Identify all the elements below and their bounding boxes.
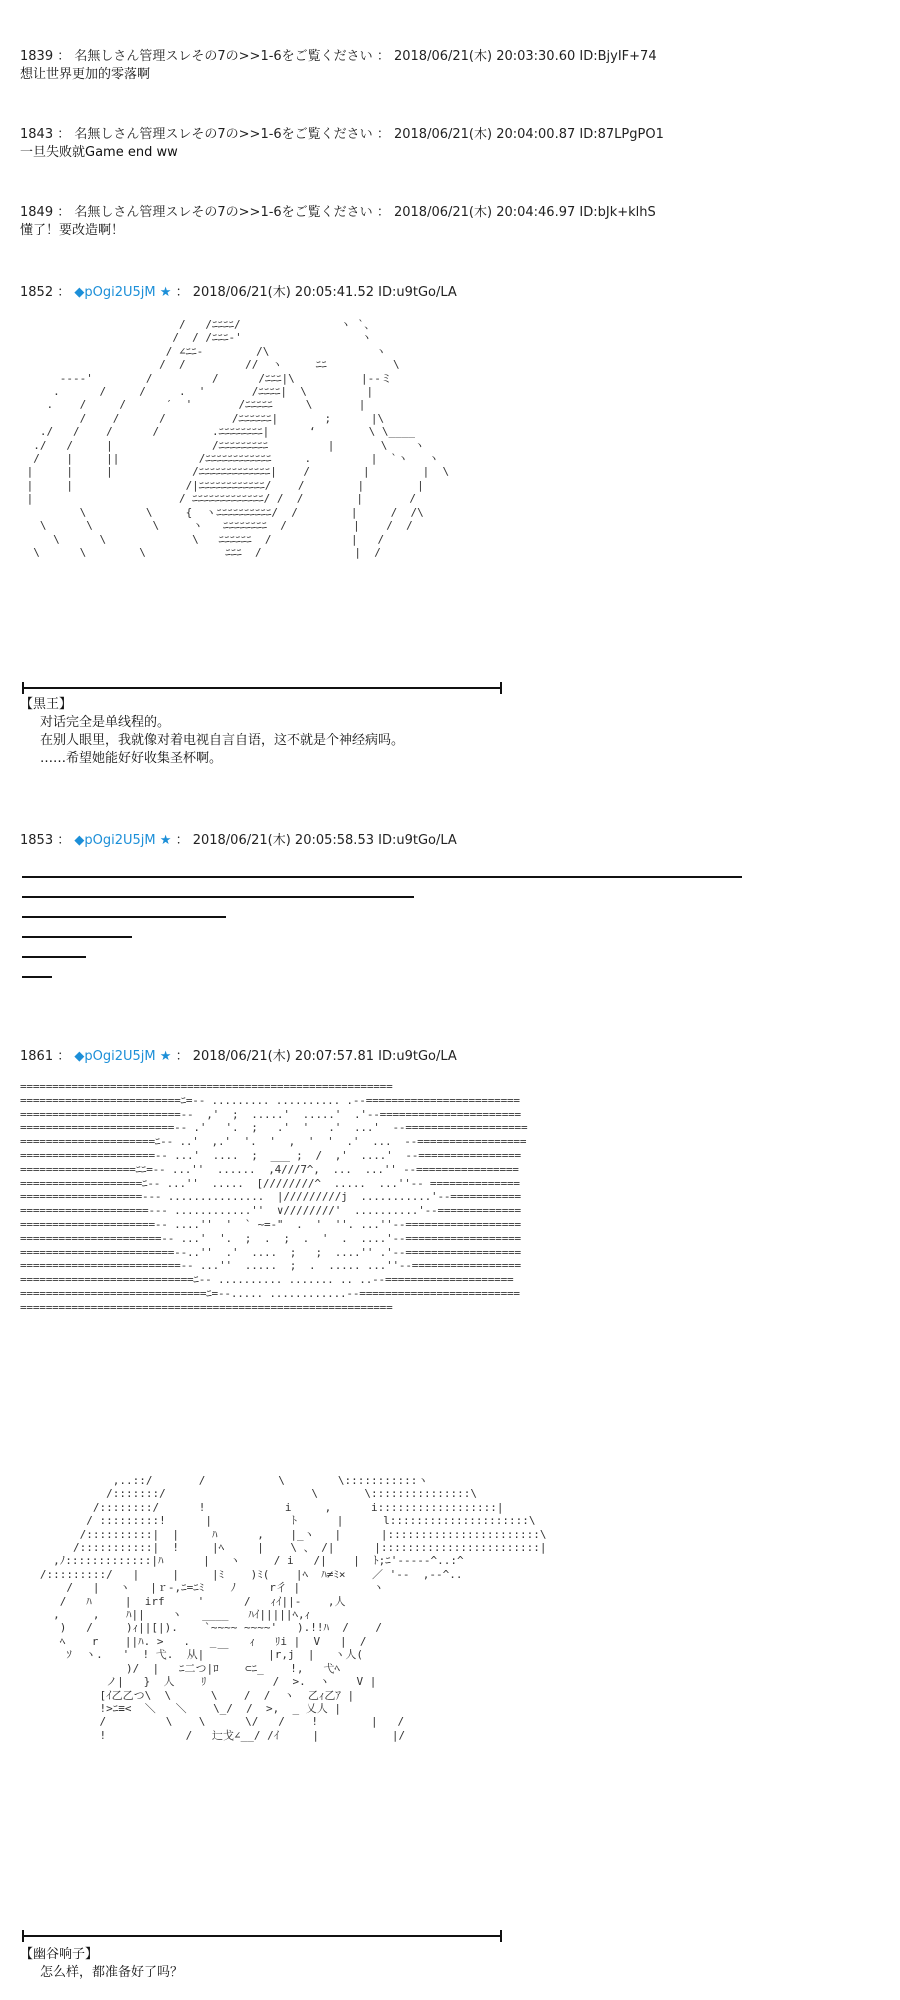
post-number[interactable]: 1843 <box>20 127 54 142</box>
ascii-art-burst: ========================================================== =========================ﾆ=-- ......... .......... .--======================== =========================-- ,' ; .....' .....' .'--====================== ========================-- .' '. ; .' ' .' ...' --=================== =====================ﾆ-- ..' ,.' '. ' , ' ' .' ... --================= =====================-- ...' .... ; ___ ; / ,' ....' --================ ==================ﾆﾆ=-- ...'' ...... ,4///7^, ... ...'' --================ ===================ﾆ-- ...'' ..... [////////^ ..... ...''-- ============== ===================--- ............... |/////////j ...........'--=========== ====================--- ............'' ∨////////' ..........'--============= =====================-- ....'' ' ` ~=-" . ' ''. ...''--================== ======================-- ...' '. ; . ; . ' . ....'--================== ========================--..'' .' .... ; ; ....'' .'--================== =========================-- ...'' ..... ; . ..... ...''--================= ===========================ﾆ-- .......... ....... .. ..--==================== =============================ﾆ=--..... ............--========================= ========================================================== <box>20 1080 528 1314</box>
divider-line <box>22 1935 502 1937</box>
dialog-speaker: 【幽谷响子】 <box>20 1947 99 1962</box>
post-header: 1852 ： ◆pOgi2U5jM ★ ： 2018/06/21(木) 20:05:41.52 ID:u9tGo/LA <box>20 285 457 300</box>
post-header: 1839 ： 名無しさん管理スレその7の>>1-6をご覧ください ： 2018/06/21(木) 20:03:30.60 ID:BjyIF+74 <box>20 49 657 64</box>
divider-endcap <box>500 682 502 694</box>
dialog-line: 在别人眼里，我就像对着电视自言自语，这不就是个神经病吗。 <box>40 733 405 748</box>
post-number[interactable]: 1853 <box>20 833 54 848</box>
post-header: 1853 ： ◆pOgi2U5jM ★ ： 2018/06/21(木) 20:05:58.53 ID:u9tGo/LA <box>20 833 457 848</box>
divider-line <box>22 687 502 689</box>
dialog-speaker: 【黒王】 <box>20 697 73 712</box>
poster-id: ID:u9tGo/LA <box>378 833 457 848</box>
poster-trip: ◆pOgi2U5jM ★ <box>74 1049 172 1064</box>
poster-id: ID:u9tGo/LA <box>378 1049 457 1064</box>
post-body: 想让世界更加的零落啊 <box>20 67 151 82</box>
divider-endcap <box>22 682 24 694</box>
post-datetime: 2018/06/21(木) 20:07:57.81 <box>192 1049 374 1064</box>
post-number[interactable]: 1849 <box>20 205 54 220</box>
dialog-line: ……希望她能好好收集圣杯啊。 <box>40 751 223 766</box>
poster-id: ID:bJk+klhS <box>579 205 656 220</box>
post-datetime: 2018/06/21(木) 20:03:30.60 <box>393 49 576 64</box>
post-datetime: 2018/06/21(木) 20:04:00.87 <box>393 127 576 142</box>
stair-line <box>22 916 226 918</box>
post-datetime: 2018/06/21(木) 20:05:58.53 <box>192 833 374 848</box>
poster-name: 名無しさん管理スレその7の>>1-6をご覧ください <box>74 205 373 220</box>
post-header: 1849 ： 名無しさん管理スレその7の>>1-6をご覧ください ： 2018/06/21(木) 20:04:46.97 ID:bJk+klhS <box>20 205 656 220</box>
divider-endcap <box>500 1930 502 1942</box>
poster-trip: ◆pOgi2U5jM ★ <box>74 285 172 300</box>
divider-endcap <box>22 1930 24 1942</box>
poster-name: 名無しさん管理スレその7の>>1-6をご覧ください <box>74 49 373 64</box>
ascii-art-kuro-ou: / /ﾆﾆﾆﾆ/ ヽ `、 / / /ﾆﾆﾆ-' ヽ / ∠ﾆﾆ- /\ ヽ / / // ヽ ﾆﾆ \ ---‐' / / /ﾆﾆﾆ|\ |--ミ . / / . ' /ﾆﾆﾆﾆ| \ | . / / ′ ' /ﾆﾆﾆﾆﾆ \ | / / / /ﾆﾆﾆﾆﾆﾆ| ; |\ ./ / / / .ﾆﾆﾆﾆﾆﾆﾆﾆ| ‘ \ \____ ./ / | /ﾆﾆﾆﾆﾆﾆﾆﾆﾆ | \ ヽ / | || /ﾆﾆﾆﾆﾆﾆﾆﾆﾆﾆﾆﾆ . | `ヽ ヽ | | | /ﾆﾆﾆﾆﾆﾆﾆﾆﾆﾆﾆﾆﾆ| / | | \ | | /|ﾆﾆﾆﾆﾆﾆﾆﾆﾆﾆﾆﾆ/ / | | | / ﾆﾆﾆﾆﾆﾆﾆﾆﾆﾆﾆﾆﾆ/ / / | / \ \ { ヽﾆﾆﾆﾆﾆﾆﾆﾆﾆﾆ/ / | / /\ \ \ \ ヽ ﾆﾆﾆﾆﾆﾆﾆﾆ / | / / \ \ \ ﾆﾆﾆﾆﾆﾆ / | / \ \ \ ﾆﾆﾆ / | / <box>26 318 450 559</box>
post-number[interactable]: 1852 <box>20 285 54 300</box>
stair-line <box>22 936 132 938</box>
post-datetime: 2018/06/21(木) 20:04:46.97 <box>393 205 576 220</box>
post-body: 懂了！要改造啊！ <box>20 223 125 238</box>
stair-line <box>22 876 742 878</box>
post-datetime: 2018/06/21(木) 20:05:41.52 <box>192 285 374 300</box>
dialog-line: 怎么样，都准备好了吗？ <box>40 1965 184 1980</box>
stair-line <box>22 956 86 958</box>
poster-id: ID:u9tGo/LA <box>378 285 457 300</box>
poster-id: ID:BjyIF+74 <box>579 49 657 64</box>
stair-line <box>22 976 52 978</box>
post-number[interactable]: 1839 <box>20 49 54 64</box>
poster-name: 名無しさん管理スレその7の>>1-6をご覧ください <box>74 127 373 142</box>
post-body: 一旦失败就Game end ww <box>20 145 178 160</box>
poster-trip: ◆pOgi2U5jM ★ <box>74 833 172 848</box>
post-header: 1843 ： 名無しさん管理スレその7の>>1-6をご覧ください ： 2018/06/21(木) 20:04:00.87 ID:87LPgPO1 <box>20 127 664 142</box>
ascii-art-kyouko: ,..::/ / \ \:::::::::::ヽ /:::::::/ \ \:::::::::::::::\ /::::::::/ ! i , i::::::::::::::::::| / :::::::::! | ﾄ | l:::::::::::::::::::::\ /::::::::::| | ﾊ , |_ヽ | |:::::::::::::::::::::::\ /:::::::::::| ! |ﾍ | \ 、 /| |::::::::::::::::::::::::| ,ﾉ:::::::::::::|ﾊ | ヽ / i /| | ﾄ;ﾆ'-‐-‐-^..:^ /:::::::::/ | | |ﾐ )ﾐ( |ﾍ ﾊ≠ﾐ× ／ '-‐ ,-‐^.. / | ヽ |ｒ-,ﾆ=ﾆﾐ ﾉ r彳 | ヽ / ﾊ | irf ' / ｨｲ||‐ ,人 , , ﾊ|| ヽ ____ ﾊｲ|||||ﾍ,ｨ ) / )ｨ||[|). `~~~~ ~~~~' ).!!ﾊ / / ﾍ r ||ﾊ. > . _ ｨ ﾘi | V | / ｿ ヽ. ' ! 弋. 从| ￣ |r,j | ヽ人( )/ | ﾆ二つ|ﾛ ⊂ﾆ_ !, 弋ﾍ ノ| } 人 ﾘ / >. ヽ V | [ｲ乙乙つ\ \ \ / / ヽ 乙ｨ乙ｱ | !>ﾆ≡< ＼ ＼ \_/ / >, _ 乂人 | / \ \ \/ / ! | / ! / 辷戈∠__/ /ｲ | |/ <box>39 1474 547 1742</box>
dialog-line: 对话完全是单线程的。 <box>40 715 171 730</box>
post-header: 1861 ： ◆pOgi2U5jM ★ ： 2018/06/21(木) 20:07:57.81 ID:u9tGo/LA <box>20 1049 457 1064</box>
post-number[interactable]: 1861 <box>20 1049 54 1064</box>
stair-line <box>22 896 414 898</box>
poster-id: ID:87LPgPO1 <box>579 127 664 142</box>
